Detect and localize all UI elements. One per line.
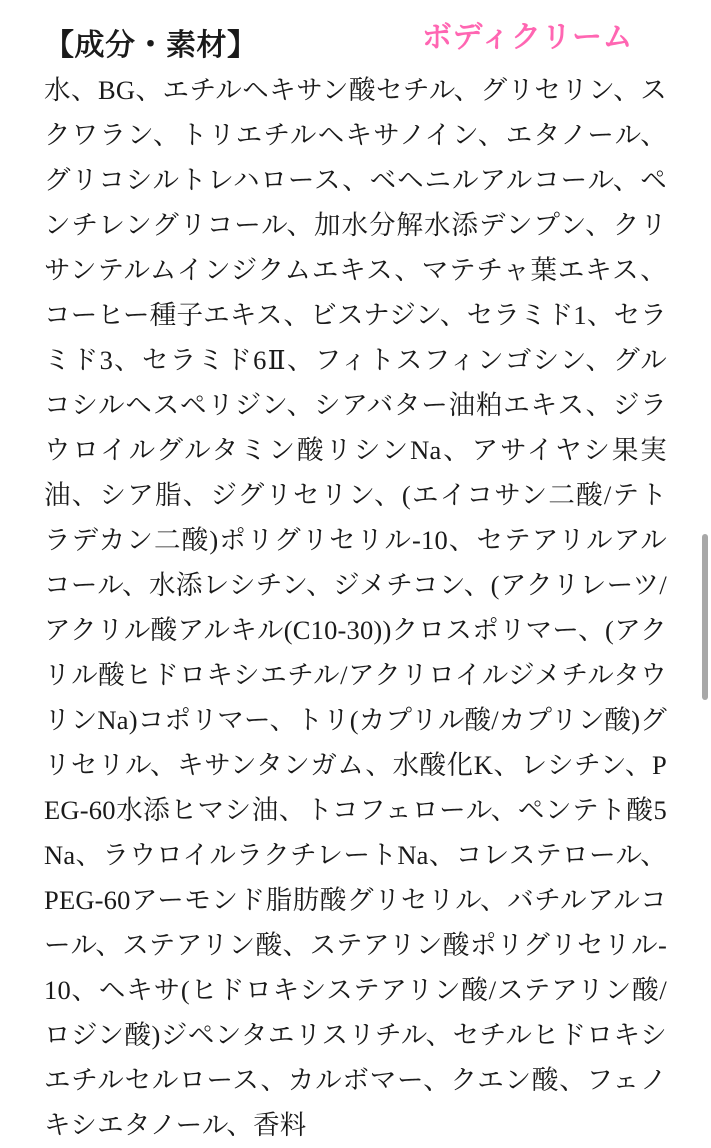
page-header: [44, 12, 667, 66]
ingredients-list-text: 水、BG、エチルヘキサン酸セチル、グリセリン、スクワラン、トリエチルヘキサノイン、エタノール、グリコシルトレハロース、ベヘニルアルコール、ペンチレングリコール、加水分解水添デンプン、クリサンテルムインジクムエキス、マテチャ葉エキス、コーヒー種子エキス、ビスナジン、セラミド1、セラミド3、セラミド6Ⅱ、フィトスフィンゴシン、グルコシルヘスペリジン、シアバター油粕エキス、ジラウロイルグルタミン酸リシンNa、アサイヤシ果実油、シア脂、ジグリセリン、(エイコサン二酸/テトラデカン二酸)ポリグリセリル-10、セテアリルアルコール、水添レシチン、ジメチコン、(アクリレーツ/アクリル酸アルキル(C10-30))クロスポリマー、(アクリル酸ヒドロキシエチル/アクリロイルジメチルタウリンNa)コポリマー、トリ(カプリル酸/カプリン酸)グリセリル、キサンタンガム、水酸化K、レシチン、PEG-60水添ヒマシ油、トコフェロール、ペンテト酸5Na、ラウロイルラクチレートNa、コレステロール、PEG-60アーモンド脂肪酸グリセリル、バチルアルコール、ステアリン酸、ステアリン酸ポリグリセリル-10、ヘキサ(ヒドロキシステアリン酸/ステアリン酸/ロジン酸)ジペンタエリスリチル、セチルヒドロキシエチルセルロース、カルボマー、クエン酸、フェノキシエタノール、香料: [44, 75, 667, 1140]
page-title: 【成分・素材】: [44, 29, 258, 62]
product-category-label: ボディクリーム: [421, 21, 633, 54]
vertical-scrollbar[interactable]: [701, 0, 708, 1080]
scrollbar-thumb[interactable]: [702, 534, 708, 700]
